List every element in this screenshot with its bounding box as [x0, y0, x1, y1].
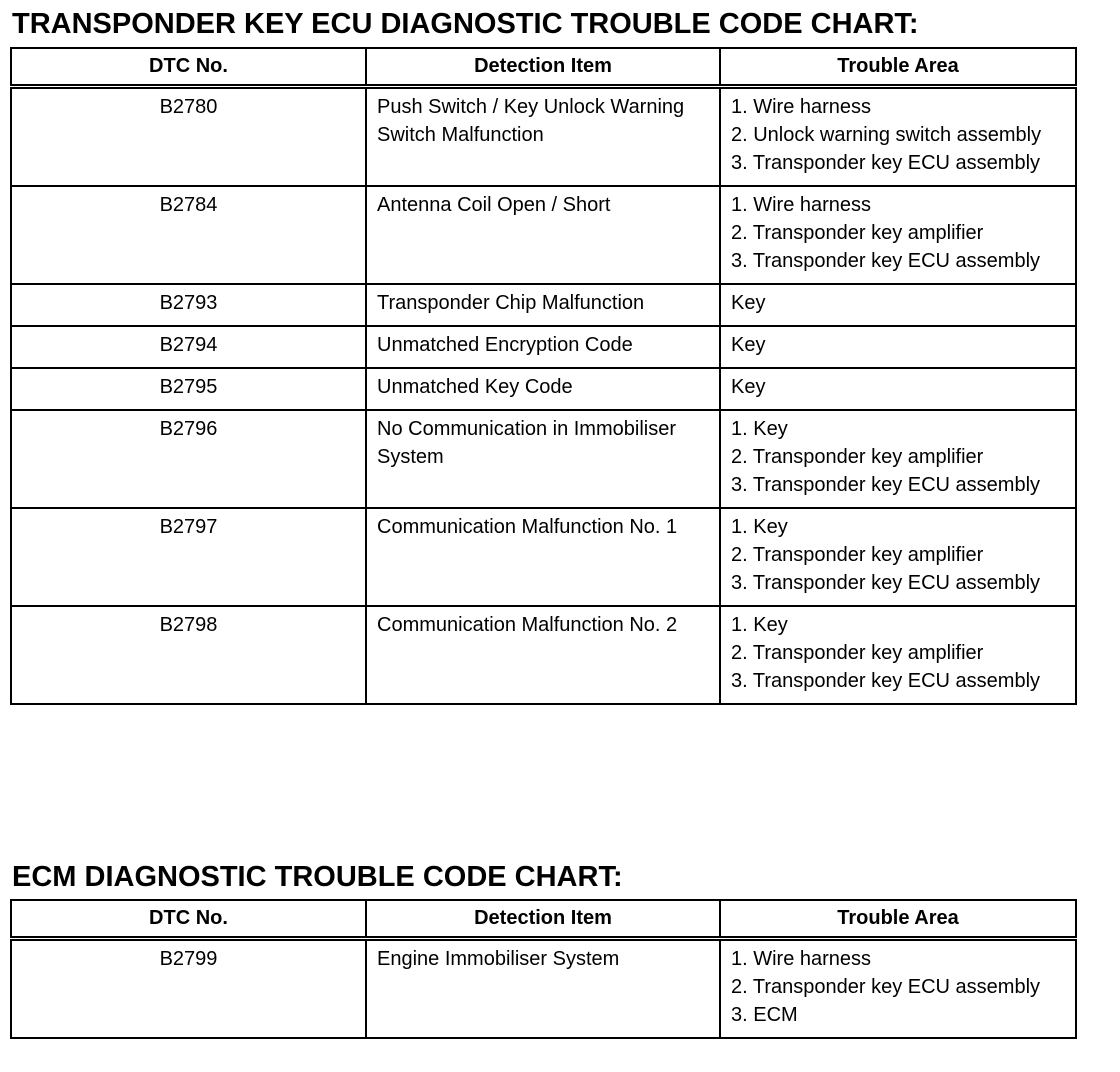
table-row — [11, 939, 1076, 1039]
trouble-area-cell — [720, 186, 1076, 284]
transponder-dtc-table — [10, 47, 1077, 705]
header-trouble-area: Trouble Area — [720, 48, 1076, 87]
header-detection-item: Detection Item — [366, 48, 720, 87]
header-trouble-area: Trouble Area — [720, 900, 1076, 939]
trouble-area-cell — [720, 606, 1076, 704]
ecm-dtc-table — [10, 899, 1077, 1039]
detection-item-cell: Communication Malfunction No. 2 — [366, 606, 720, 704]
trouble-area-line: 2. Transponder key ECU assembly — [731, 976, 1041, 998]
ecm-chart-title: ECM DIAGNOSTIC TROUBLE CODE CHART: — [12, 861, 623, 893]
detection-item-cell: Unmatched Encryption Code — [366, 326, 720, 368]
dtc-code-cell: B2793 — [11, 284, 366, 326]
transponder-chart-title: TRANSPONDER KEY ECU DIAGNOSTIC TROUBLE CODE CHART: — [12, 8, 919, 40]
trouble-area-cell — [720, 368, 1076, 410]
table-row — [11, 606, 1076, 704]
trouble-area-cell — [720, 410, 1076, 508]
dtc-code-cell: B2799 — [11, 939, 366, 1039]
trouble-area-cell — [720, 284, 1076, 326]
trouble-area-line: 3. Transponder key ECU assembly — [731, 152, 1041, 174]
trouble-area-line: 1. Key — [731, 516, 788, 538]
header-detection-item: Detection Item — [366, 900, 720, 939]
trouble-area-line: 3. Transponder key ECU assembly — [731, 670, 1041, 692]
dtc-code-cell: B2796 — [11, 410, 366, 508]
table-row — [11, 284, 1076, 326]
trouble-area-cell — [720, 87, 1076, 187]
table-header-row — [11, 900, 1076, 939]
trouble-area-cell — [720, 939, 1076, 1039]
dtc-code-cell: B2795 — [11, 368, 366, 410]
trouble-area-line: 3. Transponder key ECU assembly — [731, 474, 1041, 496]
trouble-area-line: 1. Key — [731, 418, 788, 440]
dtc-code-cell: B2780 — [11, 87, 366, 187]
detection-item-cell: Antenna Coil Open / Short — [366, 186, 720, 284]
trouble-area-cell — [720, 326, 1076, 368]
table-row — [11, 410, 1076, 508]
trouble-area-line: 2. Transponder key amplifier — [731, 222, 984, 244]
detection-item-cell: Unmatched Key Code — [366, 368, 720, 410]
dtc-code-cell: B2794 — [11, 326, 366, 368]
trouble-area-line: Key — [731, 334, 766, 356]
table-row — [11, 368, 1076, 410]
trouble-area-cell — [720, 508, 1076, 606]
trouble-area-line: 3. ECM — [731, 1004, 798, 1026]
detection-item-cell: Push Switch / Key Unlock Warning Switch Malfunction — [366, 87, 720, 187]
trouble-area-line: 1. Wire harness — [731, 194, 872, 216]
dtc-code-cell: B2797 — [11, 508, 366, 606]
table-row — [11, 326, 1076, 368]
trouble-area-line: Key — [731, 376, 766, 398]
trouble-area-line: 2. Transponder key amplifier — [731, 642, 984, 664]
detection-item-cell: Engine Immobiliser System — [366, 939, 720, 1039]
dtc-code-cell: B2784 — [11, 186, 366, 284]
header-dtc-no: DTC No. — [11, 900, 366, 939]
trouble-area-line: Key — [731, 292, 766, 314]
table-row — [11, 186, 1076, 284]
table-header-row — [11, 48, 1076, 87]
trouble-area-line: 2. Transponder key amplifier — [731, 446, 984, 468]
header-dtc-no: DTC No. — [11, 48, 366, 87]
table-row — [11, 87, 1076, 187]
trouble-area-line: 1. Key — [731, 614, 788, 636]
trouble-area-line: 3. Transponder key ECU assembly — [731, 250, 1041, 272]
trouble-area-line: 2. Transponder key amplifier — [731, 544, 984, 566]
trouble-area-line: 1. Wire harness — [731, 96, 872, 118]
detection-item-cell: Communication Malfunction No. 1 — [366, 508, 720, 606]
dtc-code-cell: B2798 — [11, 606, 366, 704]
detection-item-cell: No Communication in Immobiliser System — [366, 410, 720, 508]
table-row — [11, 508, 1076, 606]
trouble-area-line: 1. Wire harness — [731, 948, 872, 970]
trouble-area-line: 3. Transponder key ECU assembly — [731, 572, 1041, 594]
trouble-area-line: 2. Unlock warning switch assembly — [731, 124, 1042, 146]
detection-item-cell: Transponder Chip Malfunction — [366, 284, 720, 326]
